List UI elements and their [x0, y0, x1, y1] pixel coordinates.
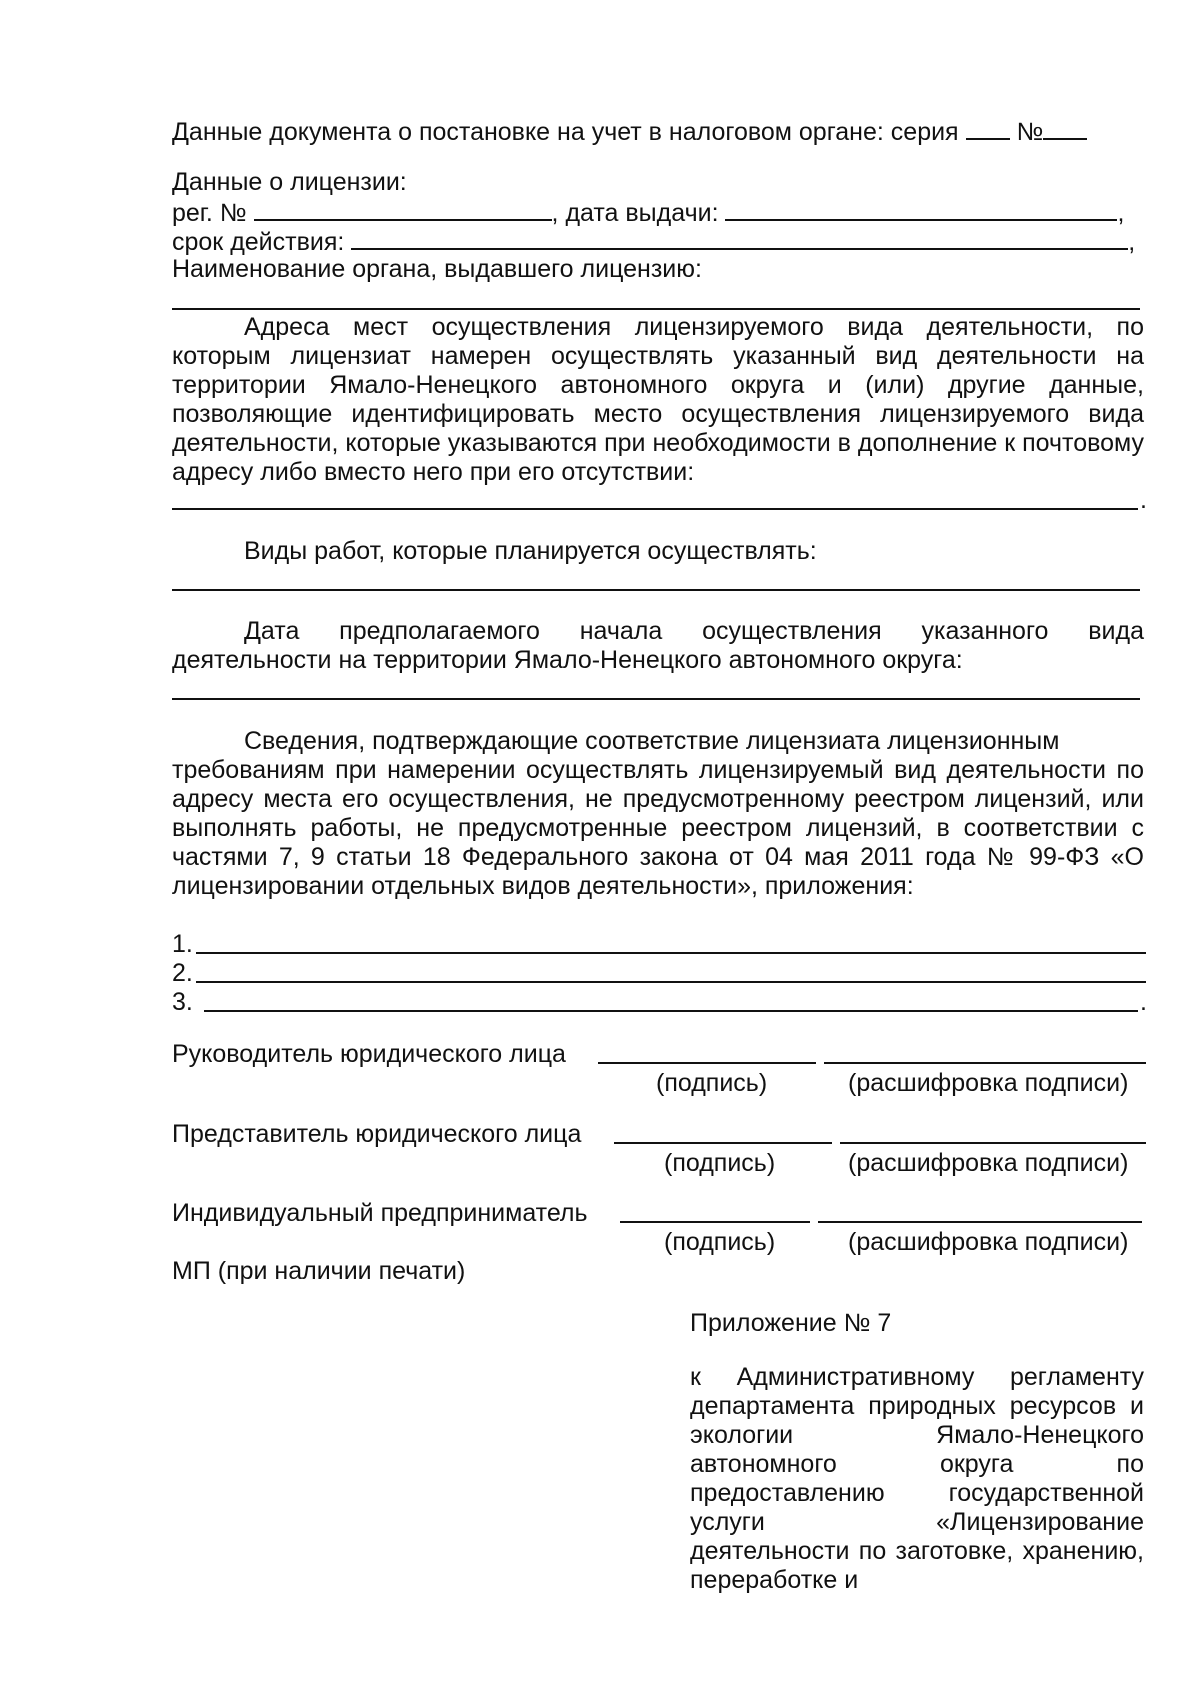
- number-sign: №: [1016, 118, 1044, 146]
- license-reg-blank: [254, 197, 552, 221]
- signature-director-sign-caption: (подпись): [656, 1069, 768, 1097]
- work-types-blank: [172, 589, 1140, 591]
- stamp-note: МП (при наличии печати): [172, 1257, 466, 1285]
- signature-entrepreneur-sign-blank: [620, 1221, 810, 1223]
- license-validity-label: срок действия:: [172, 228, 345, 256]
- attachment-2-blank: [196, 981, 1146, 983]
- attachment-3-label: 3.: [172, 988, 193, 1016]
- license-validity-blank: [351, 226, 1128, 250]
- signature-role-representative: Представитель юридического лица: [172, 1120, 582, 1148]
- signature-director-sign-blank: [598, 1062, 816, 1064]
- tax-registration-line: [172, 116, 1087, 147]
- license-heading: Данные о лицензии:: [172, 168, 407, 196]
- attachment-3-blank: [204, 1010, 1138, 1012]
- addresses-paragraph: Адреса мест осуществления лицензируемого вида деятельности, по которым лицензиат намерен осуществлять указанный вид деятельности на территории Ямало-Ненецкого автономного округа и (или) другие данные, позволяющие идентифицировать место осуществления лицензируемого вида деятельности, которые указываются при необходимости в дополнение к почтовому адресу либо вместо него при его отсутствии:: [172, 313, 1144, 486]
- series-blank: [966, 116, 1010, 140]
- license-comma-1: ,: [1117, 199, 1125, 227]
- tax-registration-text: Данные документа о постановке на учет в налоговом органе: серия: [172, 118, 959, 146]
- signature-director-decode-caption: (расшифровка подписи): [848, 1069, 1129, 1097]
- appendix-title: Приложение № 7: [690, 1309, 892, 1337]
- license-issue-date-blank: [725, 197, 1117, 221]
- license-validity-line: [172, 226, 1135, 257]
- signature-role-director: Руководитель юридического лица: [172, 1040, 566, 1068]
- appendix-text: к Административному регламенту департамента природных ресурсов и экологии Ямало-Ненецкого автономного округа по предоставлению государственной услуги «Лицензирование деятельности по заготовке, хранению, переработке и: [690, 1363, 1144, 1594]
- work-types-label: Виды работ, которые планируется осуществлять:: [244, 537, 817, 565]
- signature-entrepreneur-sign-caption: (подпись): [664, 1228, 776, 1256]
- addresses-period: .: [1140, 486, 1147, 514]
- compliance-body: требованиям при намерении осуществлять лицензируемый вид деятельности по адресу места его осуществления, не предусмотренному реестром лицензий, или выполнять работы, не предусмотренные реестром лицензий, в соответствии с частями 7, 9 статьи 18 Федерального закона от 04 мая 2011 года № 99-ФЗ «О лицензировании отдельных видов деятельности», приложения:: [172, 756, 1144, 900]
- signature-entrepreneur-decode-caption: (расшифровка подписи): [848, 1228, 1129, 1256]
- start-date-line-2: деятельности на территории Ямало-Ненецкого автономного округа:: [172, 646, 963, 674]
- number-blank: [1043, 116, 1087, 140]
- compliance-first-line: Сведения, подтверждающие соответствие лицензиата лицензионным: [244, 727, 1060, 755]
- license-issuer-label: Наименование органа, выдавшего лицензию:: [172, 255, 702, 283]
- signature-representative-decode-blank: [840, 1142, 1146, 1144]
- license-issuer-blank: [172, 308, 1140, 310]
- attachment-1-blank: [196, 952, 1146, 954]
- license-reg-label: рег. №: [172, 199, 247, 227]
- attachment-1-label: 1.: [172, 930, 193, 958]
- addresses-blank: [172, 508, 1138, 510]
- attachment-2-label: 2.: [172, 959, 193, 987]
- license-reg-line: [172, 197, 1124, 228]
- signature-director-decode-blank: [824, 1062, 1146, 1064]
- license-comma-2: ,: [1128, 228, 1136, 256]
- license-issue-date-label: , дата выдачи:: [551, 199, 719, 227]
- signature-representative-sign-caption: (подпись): [664, 1149, 776, 1177]
- start-date-blank: [172, 698, 1140, 700]
- attachment-3-period: .: [1140, 988, 1147, 1016]
- signature-representative-decode-caption: (расшифровка подписи): [848, 1149, 1129, 1177]
- start-date-line-1: Дата предполагаемого начала осуществления указанного вида: [244, 617, 1144, 645]
- signature-entrepreneur-decode-blank: [818, 1221, 1142, 1223]
- signature-representative-sign-blank: [614, 1142, 832, 1144]
- signature-role-entrepreneur: Индивидуальный предприниматель: [172, 1199, 588, 1227]
